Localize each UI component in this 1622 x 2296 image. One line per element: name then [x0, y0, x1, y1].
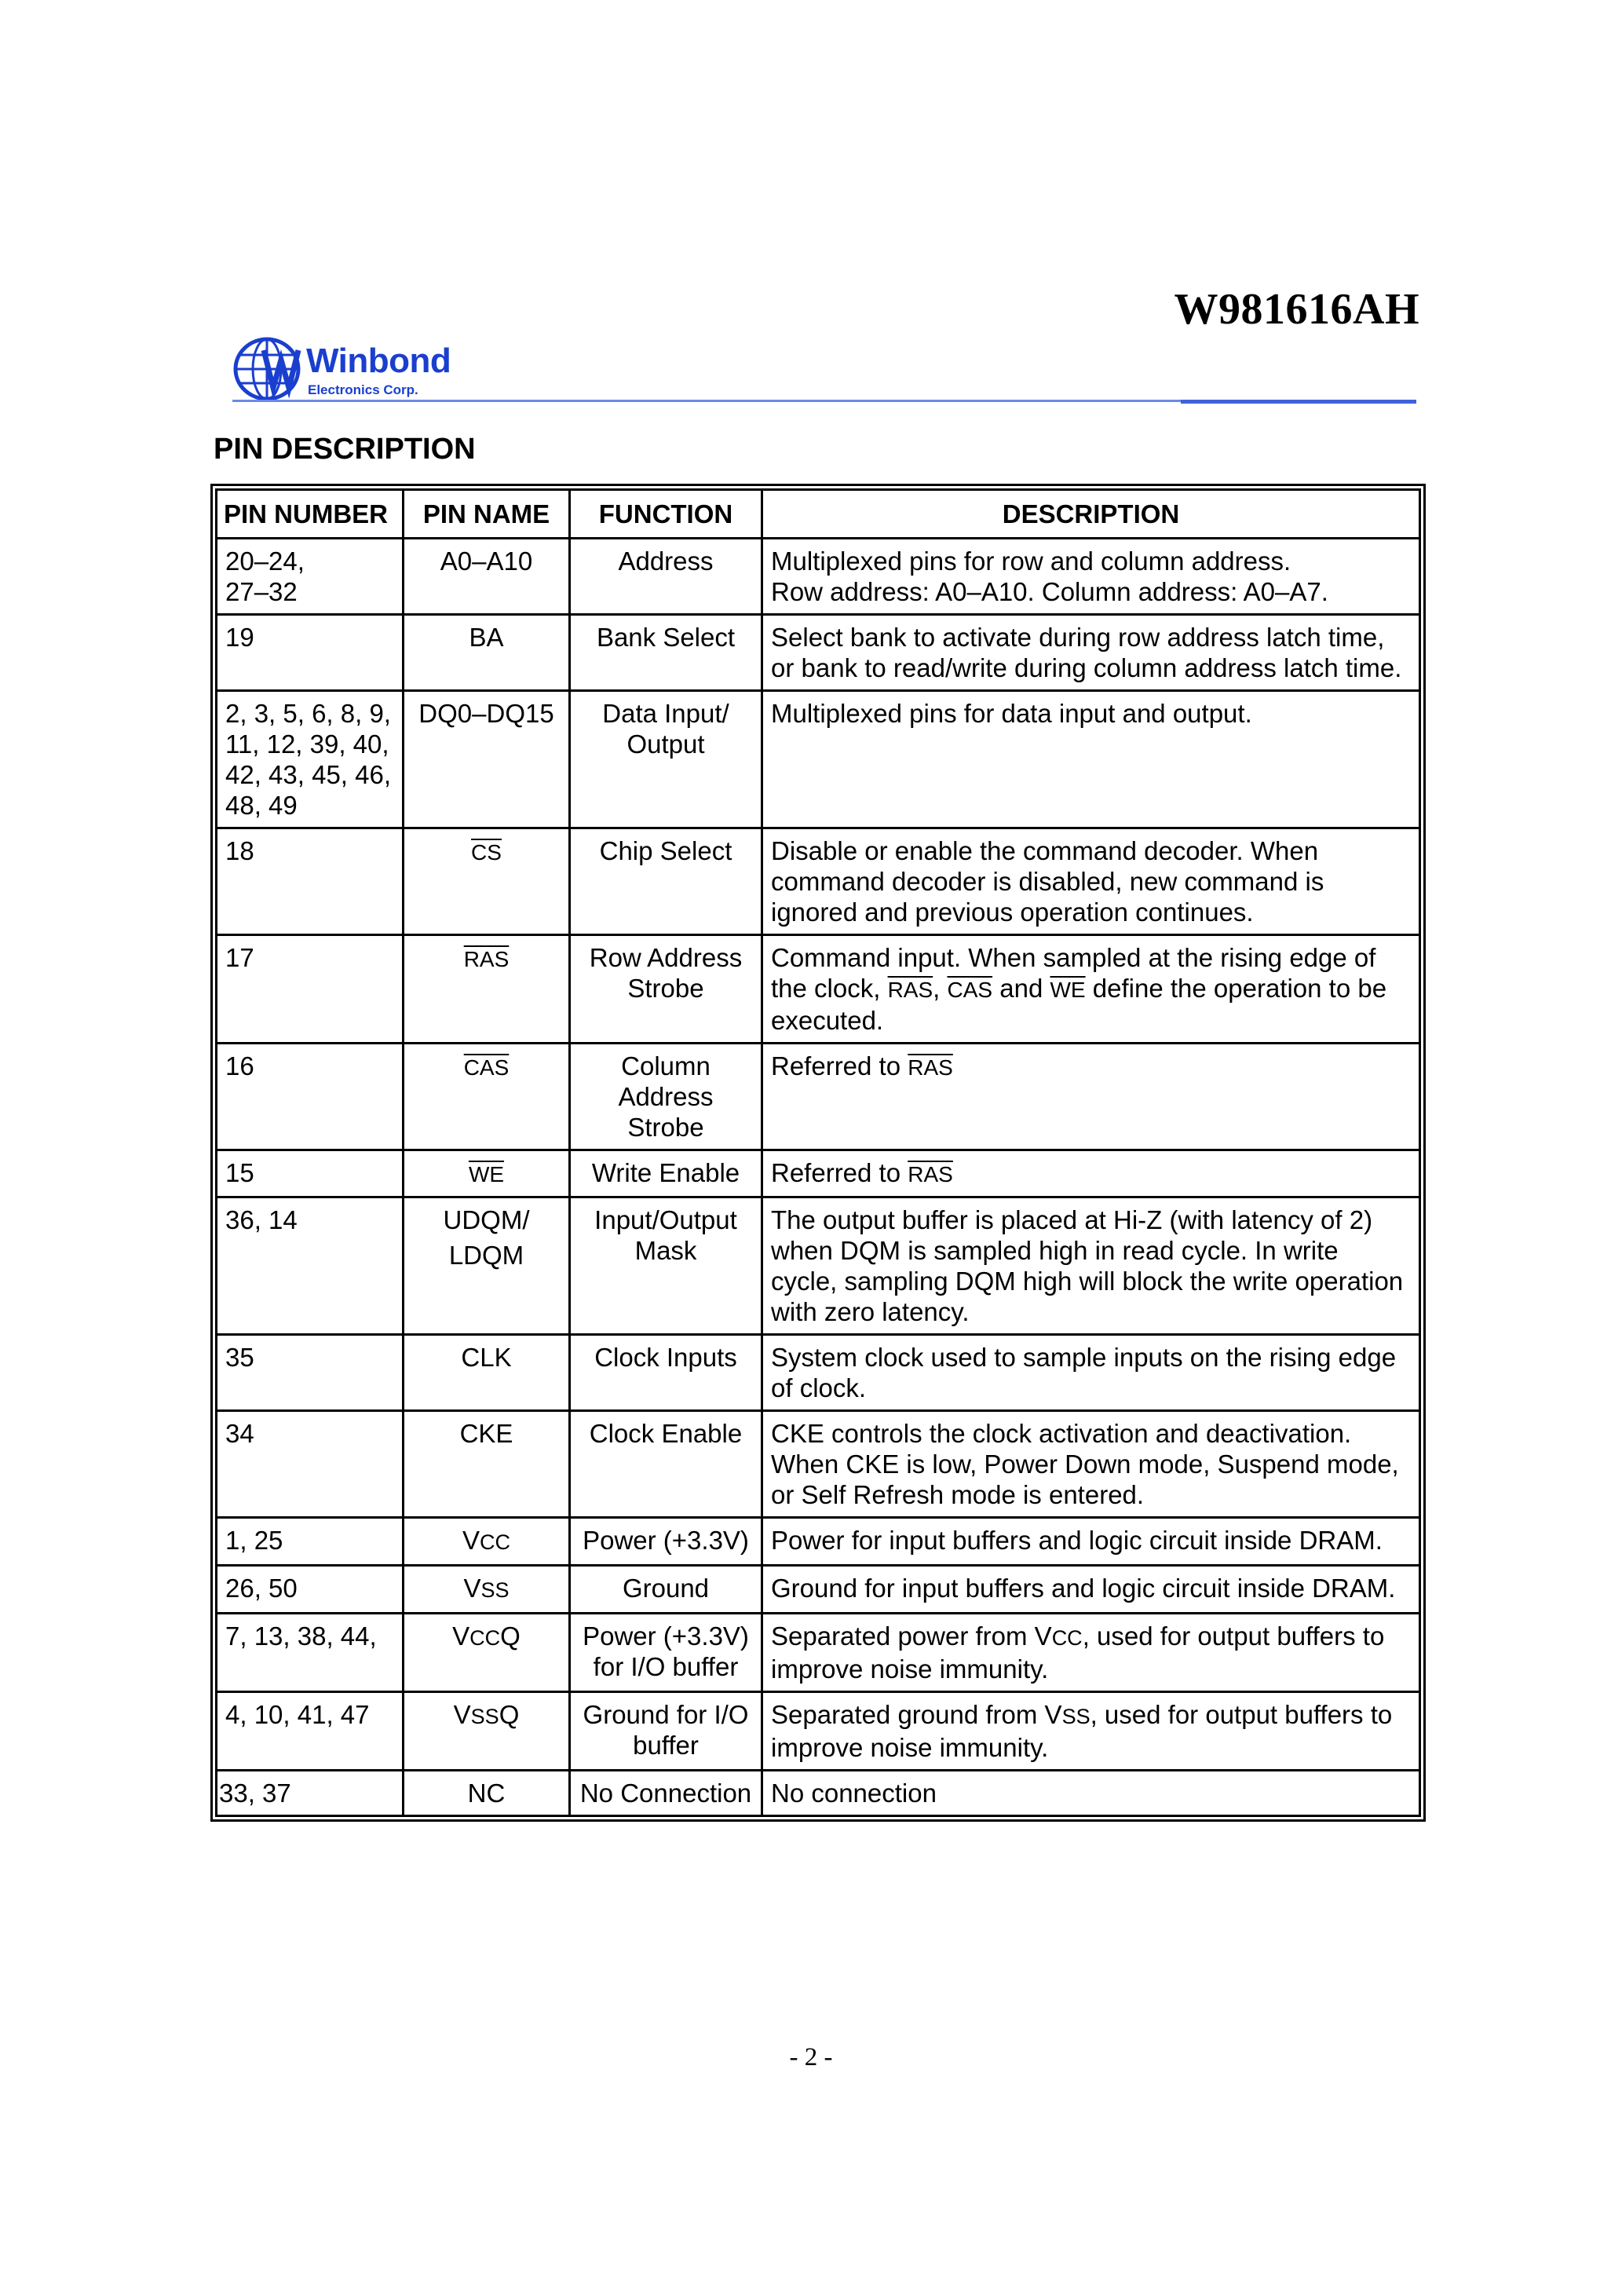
pin-number-cell: 4, 10, 41, 47 [217, 1692, 404, 1771]
pin-name-cell [404, 935, 570, 1044]
description-cell: System clock used to sample inputs on the rising edge of clock. [762, 1335, 1420, 1411]
pin-number-cell: 1, 25 [217, 1518, 404, 1566]
signal-ras-bar: $\overline{RAS}$ [887, 978, 933, 1002]
description-cell: CKE controls the clock activation and deactivation. When CKE is low, Power Down mode, Suspend mode, or Self Refresh mode is entered. [762, 1411, 1420, 1518]
pin-number-cell: 19 [217, 615, 404, 691]
signal-cs-bar: $\overline{CS}$ [471, 840, 502, 865]
description-cell: No connection [762, 1771, 1420, 1816]
function-cell: Row Address Strobe [570, 935, 762, 1044]
pin-description-table [215, 488, 1421, 1817]
pin-name-cell: CKE [404, 1411, 570, 1518]
description-cell: Power for input buffers and logic circuit inside DRAM. [762, 1518, 1420, 1566]
pin-name-cell [404, 1150, 570, 1197]
description-cell: Disable or enable the command decoder. When command decoder is disabled, new command is ignored and previous operation continues. [762, 828, 1420, 935]
function-cell: No Connection [570, 1771, 762, 1816]
table-row [217, 1411, 1420, 1518]
description-cell: Ground for input buffers and logic circuit inside DRAM. [762, 1566, 1420, 1614]
page-number: - 2 - [789, 2043, 833, 2071]
description-cell: Multiplexed pins for data input and output. [762, 691, 1420, 828]
table-row [217, 539, 1420, 615]
pin-name-cell [404, 828, 570, 935]
function-cell: Power (+3.3V) [570, 1518, 762, 1566]
pin-number-cell: 26, 50 [217, 1566, 404, 1614]
table-row [217, 1150, 1420, 1197]
pin-name-cell: A0–A10 [404, 539, 570, 615]
function-cell: Data Input/ Output [570, 691, 762, 828]
signal-cas-bar: $\overline{CAS}$ [463, 1055, 510, 1080]
function-cell: Power (+3.3V) for I/O buffer [570, 1614, 762, 1692]
pin-name-cell: NC [404, 1771, 570, 1816]
logo-subtitle: Electronics Corp. [308, 382, 418, 397]
table-row [217, 935, 1420, 1044]
table-row [217, 1518, 1420, 1566]
signal-ras-bar: $\overline{RAS}$ [908, 1162, 953, 1186]
pin-number-cell: 16 [217, 1044, 404, 1150]
pin-name-cell: VCCQ [404, 1614, 570, 1692]
pin-number-cell: 20–24, 27–32 [217, 539, 404, 615]
winbond-logo [232, 336, 451, 402]
pin-number-cell: 15 [217, 1150, 404, 1197]
function-cell: Input/Output Mask [570, 1197, 762, 1335]
part-number: W981616AH [1174, 285, 1419, 334]
function-cell: Ground for I/O buffer [570, 1692, 762, 1771]
table-row [217, 1335, 1420, 1411]
function-cell: Ground [570, 1566, 762, 1614]
pin-number-cell: 17 [217, 935, 404, 1044]
description-cell: Multiplexed pins for row and column address. Row address: A0–A10. Column address: A0–A7. [762, 539, 1420, 615]
pin-name-cell: BA [404, 615, 570, 691]
signal-we-bar: $\overline{WE}$ [1050, 978, 1086, 1002]
pin-name-cell: VCC [404, 1518, 570, 1566]
table-row [217, 1197, 1420, 1335]
pin-table-frame [210, 484, 1426, 1822]
globe-icon [232, 336, 303, 402]
pin-name-cell: VSS [404, 1566, 570, 1614]
pin-number-cell: 36, 14 [217, 1197, 404, 1335]
description-cell: The output buffer is placed at Hi-Z (with latency of 2) when DQM is sampled high in read cycle. In write cycle, sampling DQM high will block the write operation with zero latency. [762, 1197, 1420, 1335]
table-header-row [217, 490, 1420, 539]
header-function: FUNCTION [570, 490, 762, 539]
table-row [217, 691, 1420, 828]
pin-number-cell: 34 [217, 1411, 404, 1518]
table-row [217, 615, 1420, 691]
logo-wordmark: Winbond [306, 342, 451, 380]
section-title: PIN DESCRIPTION [214, 433, 476, 466]
description-cell: Referred to $\overline{RAS}$ [762, 1150, 1420, 1197]
header-pin-number: PIN NUMBER [217, 490, 404, 539]
pin-name-cell: DQ0–DQ15 [404, 691, 570, 828]
description-cell: Separated ground from VSS, used for output buffers to improve noise immunity. [762, 1692, 1420, 1771]
pin-number-cell: 2, 3, 5, 6, 8, 9, 11, 12, 39, 40, 42, 43, 45, 46, 48, 49 [217, 691, 404, 828]
table-row [217, 1614, 1420, 1692]
function-cell: Write Enable [570, 1150, 762, 1197]
function-cell: Bank Select [570, 615, 762, 691]
function-cell: Clock Enable [570, 1411, 762, 1518]
description-cell: Select bank to activate during row address latch time, or bank to read/write during column address latch time. [762, 615, 1420, 691]
description-cell: Separated power from VCC, used for output buffers to improve noise immunity. [762, 1614, 1420, 1692]
pin-number-cell: 18 [217, 828, 404, 935]
header-description: DESCRIPTION [762, 490, 1420, 539]
function-cell: Chip Select [570, 828, 762, 935]
function-cell: Column Address Strobe [570, 1044, 762, 1150]
pin-name-cell: CLK [404, 1335, 570, 1411]
pin-name-cell: VSSQ [404, 1692, 570, 1771]
pin-name-cell [404, 1044, 570, 1150]
table-row [217, 828, 1420, 935]
table-row [217, 1566, 1420, 1614]
description-cell: Referred to $\overline{RAS}$ [762, 1044, 1420, 1150]
function-cell: Address [570, 539, 762, 615]
pin-name-cell: UDQM/ LDQM [404, 1197, 570, 1335]
signal-ras-bar: $\overline{RAS}$ [908, 1055, 953, 1080]
signal-cas-bar: $\overline{CAS}$ [947, 978, 993, 1002]
header-rule-accent [1181, 400, 1416, 404]
table-row [217, 1771, 1420, 1816]
pin-number-cell: 33, 37 [217, 1771, 404, 1816]
table-row [217, 1692, 1420, 1771]
table-row [217, 1044, 1420, 1150]
signal-ras-bar: $\overline{RAS}$ [463, 947, 510, 971]
function-cell: Clock Inputs [570, 1335, 762, 1411]
signal-we-bar: $\overline{WE}$ [468, 1162, 505, 1186]
header-pin-name: PIN NAME [404, 490, 570, 539]
pin-number-cell: 7, 13, 38, 44, [217, 1614, 404, 1692]
description-cell: Command input. When sampled at the rising edge of the clock, $\overline{RAS}$, $\overline{CAS}$ and $\overline{WE}$ define the operation to be executed. [762, 935, 1420, 1044]
pin-number-cell: 35 [217, 1335, 404, 1411]
